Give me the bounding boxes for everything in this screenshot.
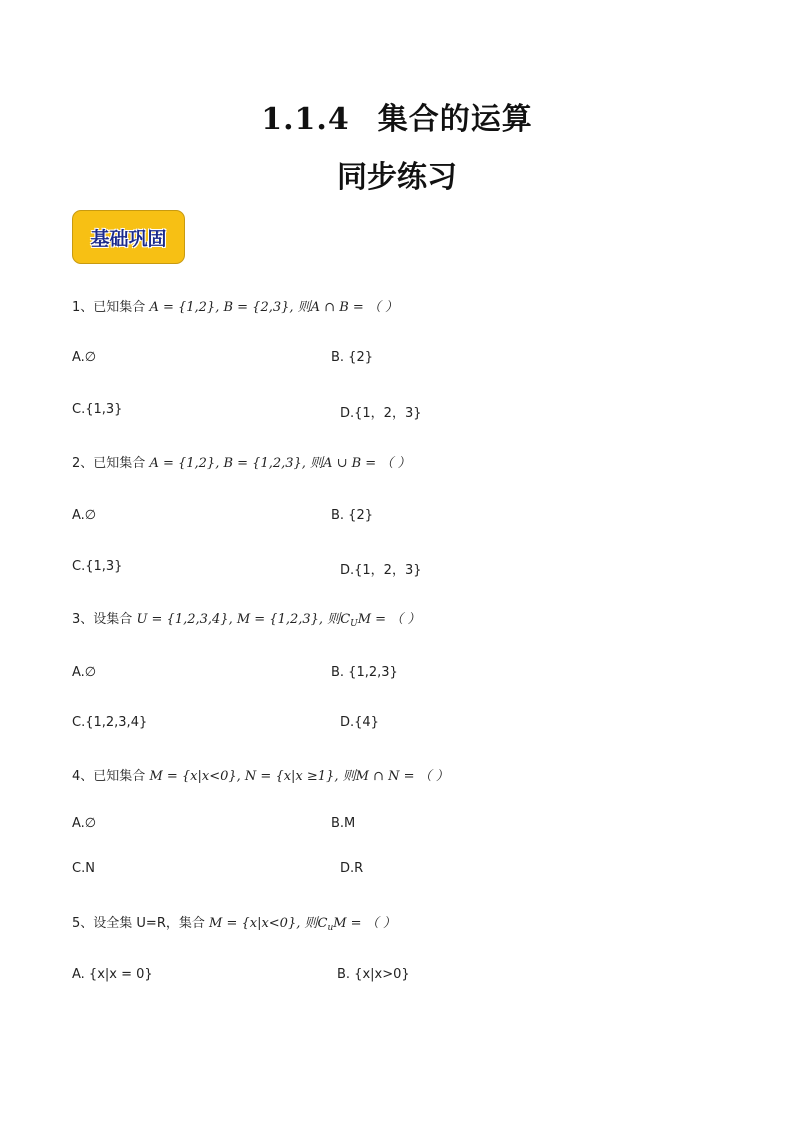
option-a[interactable]: A.∅: [72, 508, 97, 523]
question-1: [72, 296, 398, 315]
option-a[interactable]: A.∅: [72, 816, 97, 831]
question-number: 1、: [72, 300, 94, 315]
option-b[interactable]: B. {2}: [331, 508, 373, 523]
option-b[interactable]: B.M: [331, 816, 356, 831]
question-2: [72, 452, 410, 471]
option-d[interactable]: D.{1，2，3}: [340, 406, 422, 421]
question-math: M = {x|x<0}, N = {x|x ≥1}, 则M ∩ N = （ ）: [149, 769, 449, 784]
question-5: [72, 912, 396, 933]
page-title: [0, 94, 794, 138]
question-stem: 设全集 U=R，集合: [93, 916, 205, 931]
question-3: [72, 608, 420, 629]
question-math: A = {1,2}, B = {2,3}, 则A ∩ B = （ ）: [149, 300, 399, 315]
question-stem: 设集合: [93, 612, 133, 627]
section-title: 集合的运算: [377, 102, 533, 137]
question-number: 3、: [72, 612, 94, 627]
option-a[interactable]: A.∅: [72, 350, 97, 365]
question-number: 5、: [72, 916, 94, 931]
option-d[interactable]: D.R: [340, 861, 364, 876]
question-math: A = {1,2}, B = {1,2,3}, 则A ∪ B = （ ）: [149, 456, 411, 471]
question-stem: 已知集合: [93, 769, 146, 784]
page-subtitle: 同步练习: [337, 160, 457, 195]
question-math: U = {1,2,3,4}, M = {1,2,3}, 则$C_UM$ = （ ）: [136, 612, 421, 629]
question-stem: 已知集合: [93, 456, 146, 471]
option-b[interactable]: B. {1,2,3}: [331, 665, 398, 680]
option-b[interactable]: B. {2}: [331, 350, 373, 365]
option-c[interactable]: C.N: [72, 861, 95, 876]
option-c[interactable]: C.{1,2,3,4}: [72, 715, 148, 730]
question-stem: 已知集合: [93, 300, 146, 315]
option-b[interactable]: B. {x|x>0}: [337, 967, 410, 982]
option-d[interactable]: D.{4}: [340, 715, 379, 730]
question-number: 2、: [72, 456, 94, 471]
question-math: M = {x|x<0}, 则$C_uM$ = （ ）: [209, 916, 396, 933]
question-4: [72, 765, 449, 784]
option-d[interactable]: D.{1，2，3}: [340, 563, 422, 578]
option-a[interactable]: A. {x|x = 0}: [72, 967, 153, 982]
section-badge: 基础巩固: [72, 210, 185, 264]
section-number: 1.1.4: [261, 102, 350, 137]
option-a[interactable]: A.∅: [72, 665, 97, 680]
question-number: 4、: [72, 769, 94, 784]
option-c[interactable]: C.{1,3}: [72, 559, 123, 574]
option-c[interactable]: C.{1,3}: [72, 402, 123, 417]
